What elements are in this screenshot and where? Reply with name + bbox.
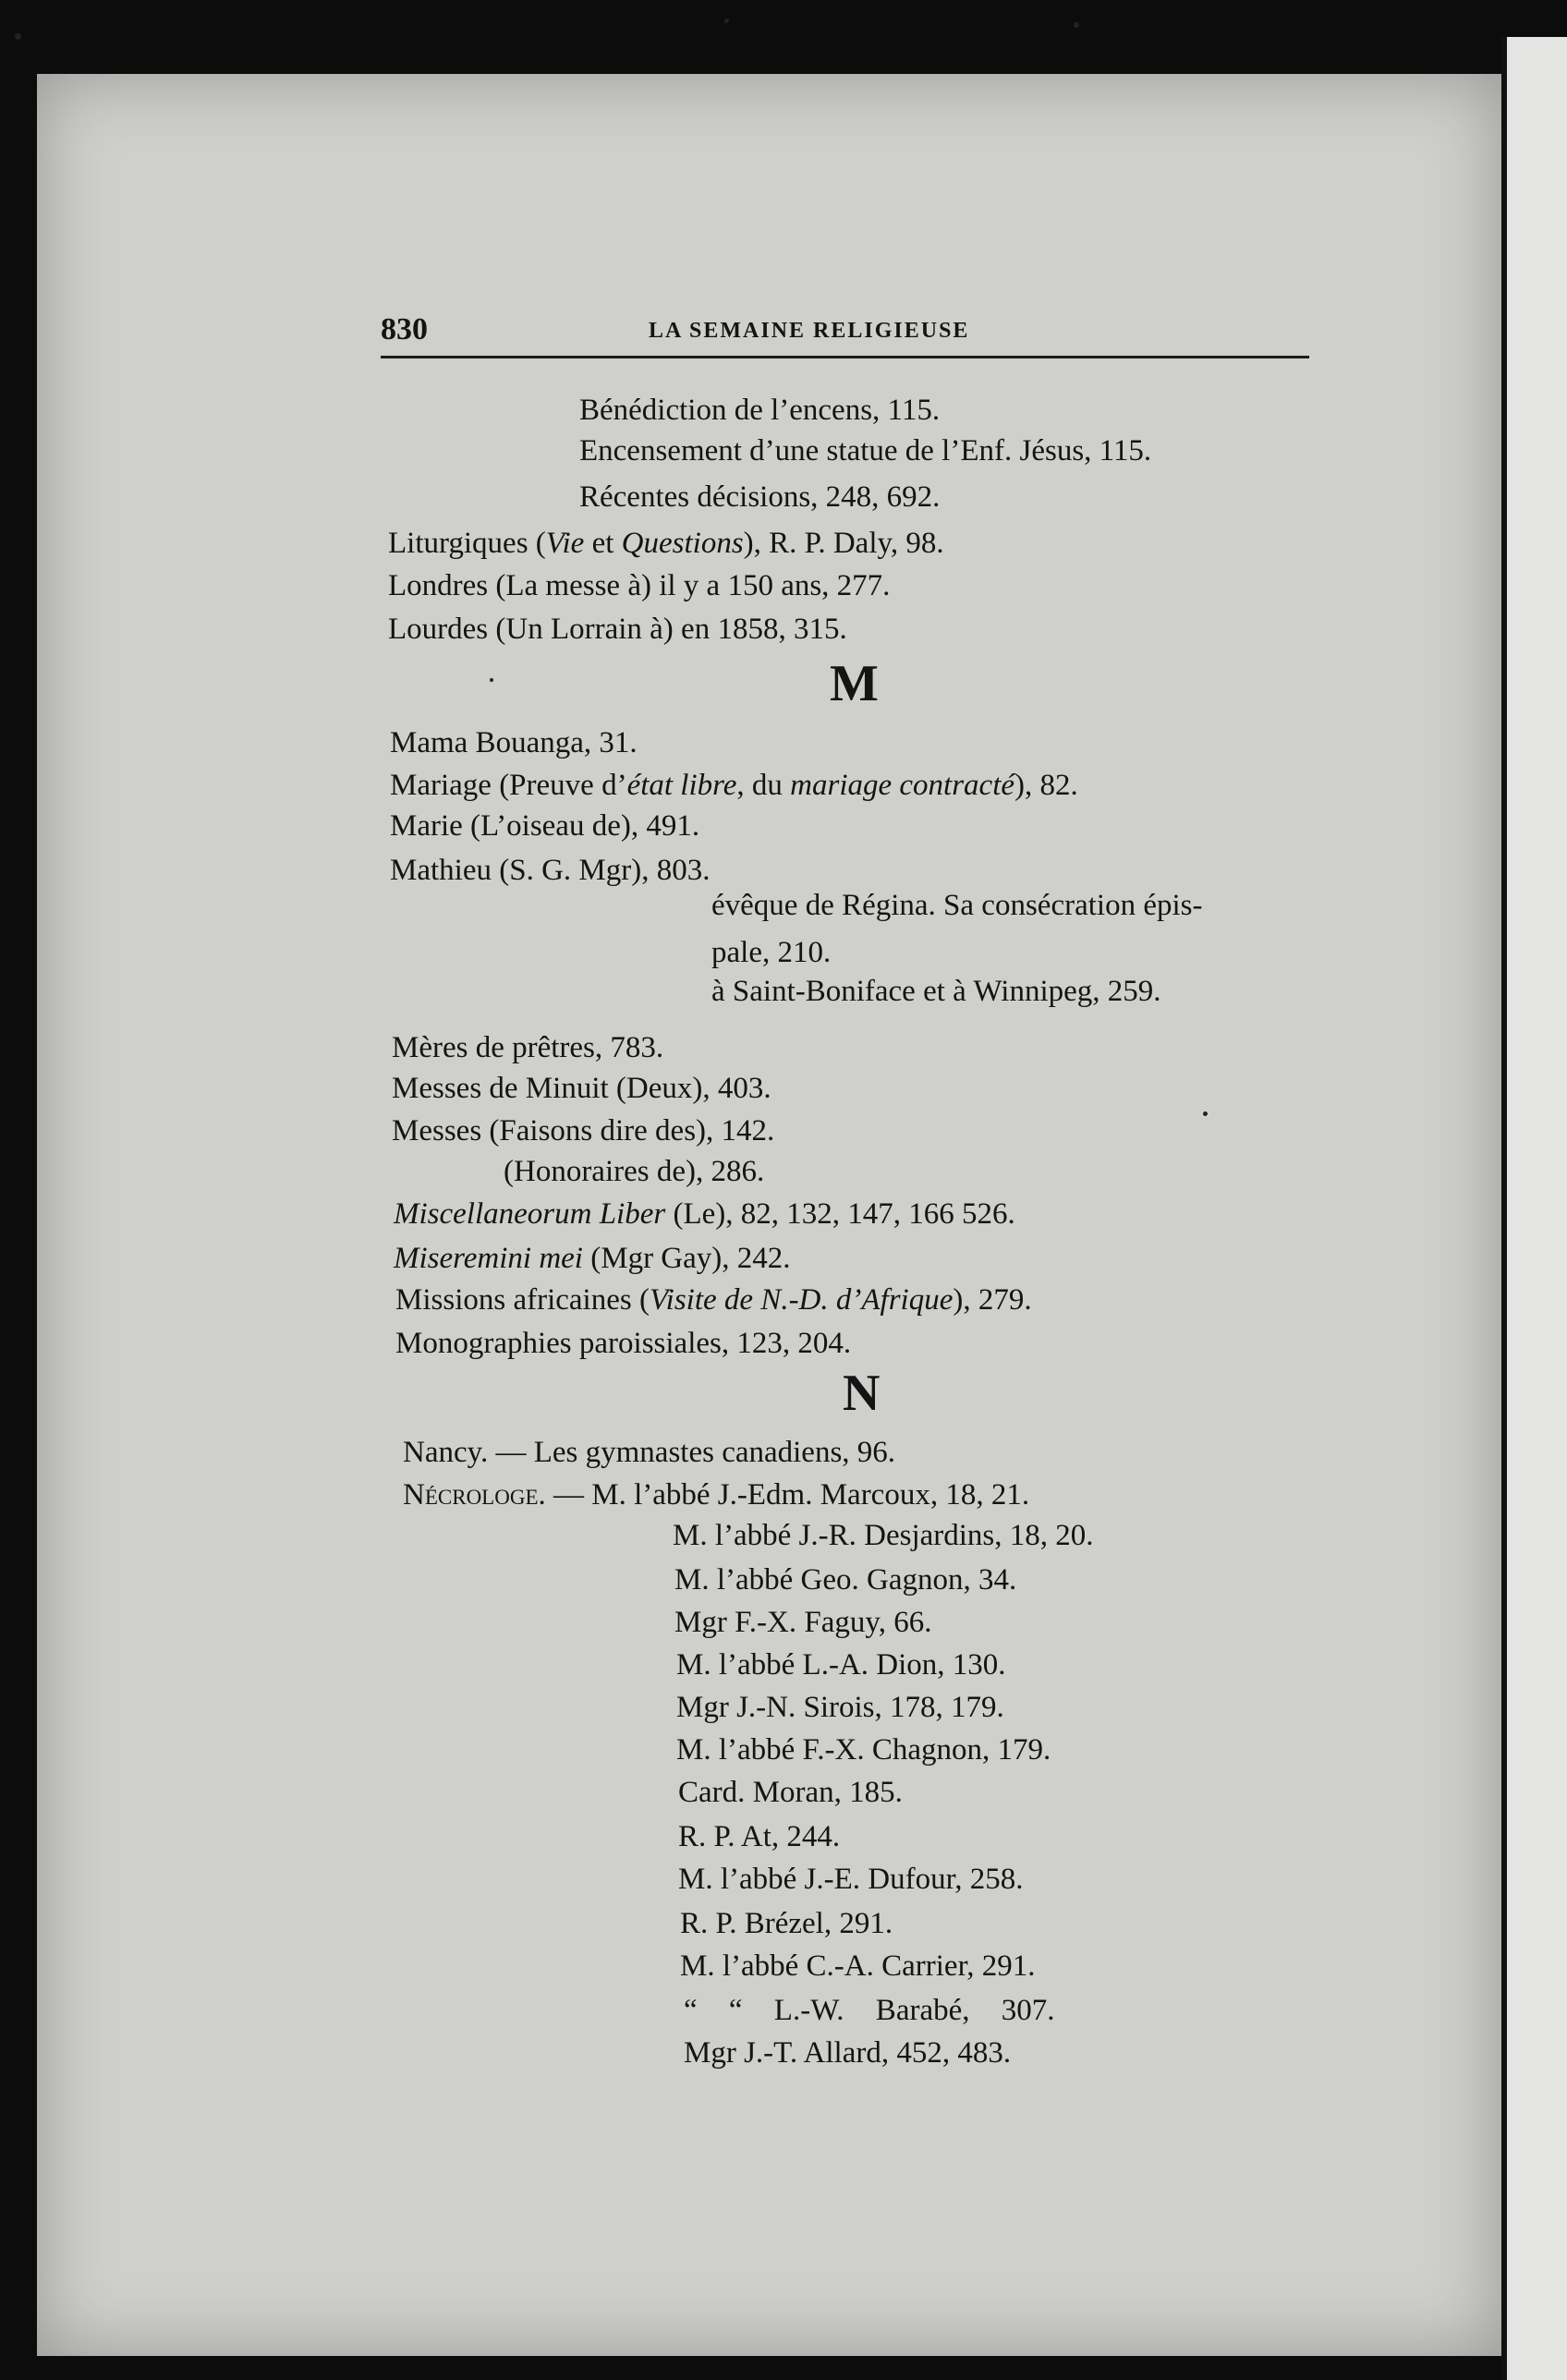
index-entry: “ “ L.-W. Barabé, 307. (684, 1994, 1055, 2027)
index-entry: Miseremini mei (Mgr Gay), 242. (394, 1242, 791, 1275)
scan-speck (490, 678, 493, 682)
index-entry: R. P. At, 244. (678, 1820, 841, 1853)
index-entry: Liturgiques (Vie et Questions), R. P. Daly, 98. (388, 527, 944, 560)
index-entry: Mama Bouanga, 31. (390, 726, 638, 759)
index-entry: à Saint-Boniface et à Winnipeg, 259. (711, 975, 1161, 1008)
running-header (381, 312, 1309, 358)
index-entry: M. l’abbé J.-R. Desjardins, 18, 20. (673, 1519, 1094, 1552)
index-entry: Récentes décisions, 248, 692. (579, 480, 941, 514)
index-entry: Missions africaines (Visite de N.-D. d’Afrique), 279. (395, 1283, 1032, 1317)
adjacent-page-edge (1501, 37, 1567, 2380)
index-entry: Mariage (Preuve d’état libre, du mariage contracté), 82. (390, 769, 1078, 802)
scan-speck (15, 33, 21, 40)
index-entry: M. l’abbé F.-X. Chagnon, 179. (676, 1733, 1051, 1767)
index-entry: Nécrologe. — M. l’abbé J.-Edm. Marcoux, 18, 21. (403, 1478, 1030, 1512)
index-entry: Mathieu (S. G. Mgr), 803. (390, 854, 711, 887)
index-entry: Londres (La messe à) il y a 150 ans, 277. (388, 569, 891, 602)
index-entry: Mères de prêtres, 783. (392, 1031, 664, 1064)
scan-speck (724, 18, 729, 23)
page-number: 830 (381, 312, 428, 346)
index-entry: Marie (L’oiseau de), 491. (390, 809, 700, 843)
index-entry: M. l’abbé Geo. Gagnon, 34. (674, 1563, 1017, 1597)
index-entry: Mgr F.-X. Faguy, 66. (674, 1606, 932, 1639)
index-entry: Messes (Faisons dire des), 142. (392, 1114, 775, 1148)
index-entry: Monographies paroissiales, 123, 204. (395, 1327, 852, 1360)
index-entry: évêque de Régina. Sa consécration épis- (711, 889, 1203, 922)
index-entry: Mgr J.-N. Sirois, 178, 179. (676, 1691, 1004, 1724)
index-entry: Mgr J.-T. Allard, 452, 483. (684, 2036, 1012, 2070)
index-entry: Messes de Minuit (Deux), 403. (392, 1072, 771, 1105)
section-letter: N (843, 1365, 881, 1422)
scan-speck (1074, 22, 1079, 28)
index-entry: Encensement d’une statue de l’Enf. Jésus, 115. (579, 434, 1152, 468)
index-entry: Bénédiction de l’encens, 115. (579, 394, 941, 427)
section-letter: M (830, 655, 879, 712)
header-rule (381, 356, 1309, 358)
index-entry: Lourdes (Un Lorrain à) en 1858, 315. (388, 613, 847, 646)
index-entry: Card. Moran, 185. (678, 1776, 903, 1809)
index-entry: M. l’abbé C.-A. Carrier, 291. (680, 1949, 1036, 1983)
running-title: LA SEMAINE RELIGIEUSE (649, 319, 970, 343)
index-entry: pale, 210. (711, 936, 832, 969)
index-entry: Nancy. — Les gymnastes canadiens, 96. (403, 1436, 896, 1469)
index-entry: M. l’abbé J.-E. Dufour, 258. (678, 1863, 1024, 1896)
index-entry: R. P. Brézel, 291. (680, 1907, 893, 1940)
index-entry: M. l’abbé L.-A. Dion, 130. (676, 1648, 1006, 1682)
index-entry: Miscellaneorum Liber (Le), 82, 132, 147, 166 526. (394, 1197, 1015, 1231)
scan-speck (1203, 1111, 1208, 1116)
index-entry: (Honoraires de), 286. (504, 1155, 765, 1188)
